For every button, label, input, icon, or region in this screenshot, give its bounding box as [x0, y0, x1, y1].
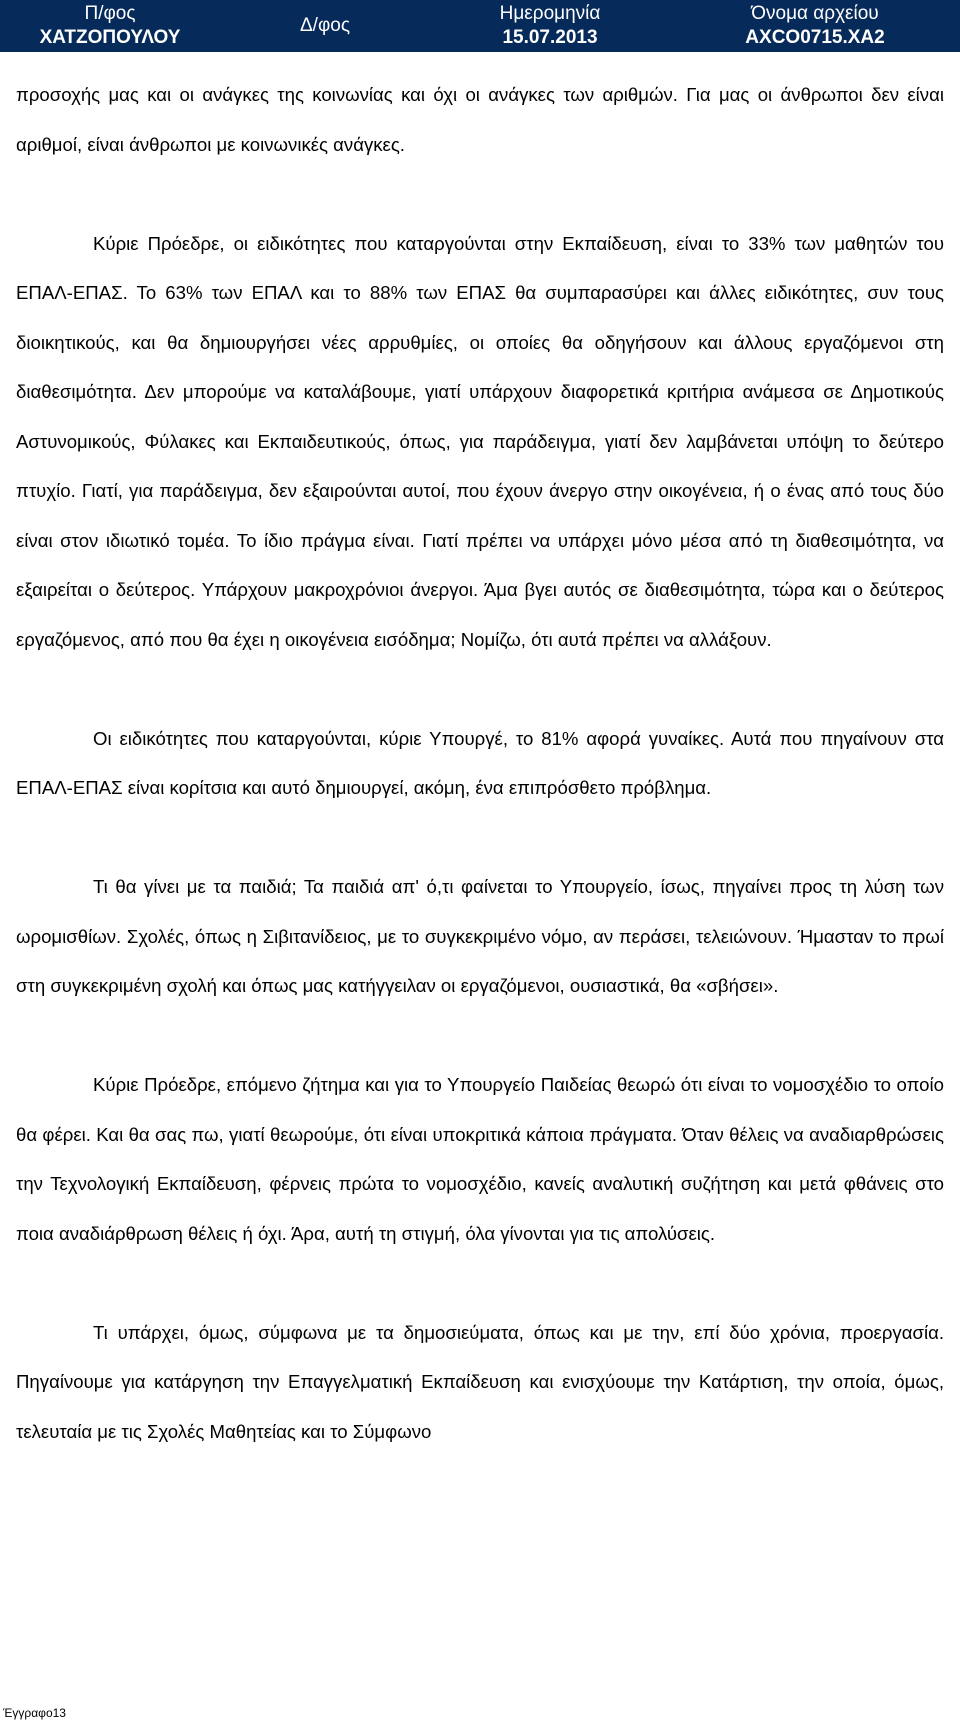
header-value-date: 15.07.2013: [502, 27, 598, 48]
paragraph-3: Οι ειδικότητες που καταργούνται, κύριε Υπουργέ, το 81% αφορά γυναίκες. Αυτά που πηγαίνουν στα ΕΠΑΛ-ΕΠΑΣ είναι κορίτσια και αυτό δημιουργεί, ακόμη, ένα επιπρόσθετο πρόβλημα.: [16, 727, 944, 798]
header-col-date: [430, 0, 670, 52]
header-label-date: Ημερομηνία: [499, 3, 601, 24]
header-label-corrector: Δ/φος: [299, 15, 350, 36]
paragraph-6: Τι υπάρχει, όμως, σύμφωνα με τα δημοσιεύματα, όπως και με την, επί δύο χρόνια, προεργασία. Πηγαίνουμε για κατάργηση την Επαγγελματική Εκπαίδευση και ενισχύουμε την Κατάρτιση, την οποία, όμως, τελευταία με τις Σχολές Μαθητείας και το Σύμφωνο: [16, 1321, 944, 1442]
paragraph-5: Κύριε Πρόεδρε, επόμενο ζήτημα και για το Υπουργείο Παιδείας θεωρώ ότι είναι το νομοσχέδιο το οποίο θα φέρει. Και θα σας πω, γιατί θεωρούμε, ότι είναι υποκριτικά κάποια πράγματα. Όταν θέλεις να αναδιαρθρώσεις την Τεχνολογική Εκπαίδευση, φέρνεις πρώτα το νομοσχέδιο, κανείς αναλυτική συζήτηση και μετά φθάνεις στο ποια αναδιάρθρωση θέλεις ή όχι. Άρα, αυτή τη στιγμή, όλα γίνονται για τις απολύσεις.: [16, 1074, 944, 1244]
header-value-filename: AXCO0715.XA2: [745, 27, 885, 48]
paragraph-1: προσοχής μας και οι ανάγκες της κοινωνίας και όχι οι ανάγκες των αριθμών. Για μας οι άνθρωποι δεν είναι αριθμοί, είναι άνθρωποι με κοινωνικές ανάγκες.: [16, 84, 944, 155]
paragraph-2: Κύριε Πρόεδρε, οι ειδικότητες που καταργούνται στην Εκπαίδευση, είναι το 33% των μαθητών του ΕΠΑΛ-ΕΠΑΣ. Το 63% των ΕΠΑΛ και το 88% των ΕΠΑΣ θα συμπαρασύρει και άλλες ειδικότητες, συν τους διοικητικούς, και θα δημιουργήσει νέες αρρυθμίες, οι οποίες θα οδηγήσουν και άλλους εργαζόμενοι στη διαθεσιμότητα. Δεν μπορούμε να καταλάβουμε, γιατί υπάρχουν διαφορετικά κριτήρια ανάμεσα σε Δημοτικούς Αστυνομικούς, Φύλακες και Εκπαιδευτικούς, όπως, για παράδειγμα, γιατί δεν λαμβάνεται υπόψη το δεύτερο πτυχίο. Γιατί, για παράδειγμα, δεν εξαιρούνται αυτοί, που έχουν άνεργο στην οικογένεια, ή ο ένας από τους δύο είναι στον ιδιωτικό τομέα. Το ίδιο πράγμα είναι. Γιατί πρέπει να υπάρχει μόνο μέσα από τη διαθεσιμότητα, να εξαιρείται ο δεύτερος. Υπάρχουν μακροχρόνιοι άνεργοι. Άμα βγει αυτός σε διαθεσιμότητα, τώρα και ο δεύτερος εργαζόμενος, από που θα έχει η οικογένεια εισόδημα; Νομίζω, ότι αυτά πρέπει να αλλάξουν.: [16, 232, 944, 650]
footer-doc-name: Έγγραφο13: [3, 1706, 66, 1720]
header-col-corrector: [220, 0, 430, 52]
document-header: [0, 0, 960, 52]
header-value-author: ΧΑΤΖΟΠΟΥΛΟΥ: [39, 27, 181, 48]
header-col-filename: [670, 0, 960, 52]
document-body: [16, 70, 944, 1456]
header-col-author: [0, 0, 220, 52]
paragraph-4: Τι θα γίνει με τα παιδιά; Τα παιδιά απ' ό,τι φαίνεται το Υπουργείο, ίσως, πηγαίνει προς τη λύση των ωρομισθίων. Σχολές, όπως η Σιβιτανίδειος, με το συγκεκριμένο νόμο, αν περάσει, τελειώνουν. Ήμασταν το πρωί στη συγκεκριμένη σχολή και όπως μας κατήγγειλαν οι εργαζόμενοι, ουσιαστικά, θα «σβήσει».: [16, 876, 944, 996]
header-label-author: Π/φος: [84, 3, 136, 24]
header-label-filename: Όνομα αρχείου: [751, 3, 879, 24]
